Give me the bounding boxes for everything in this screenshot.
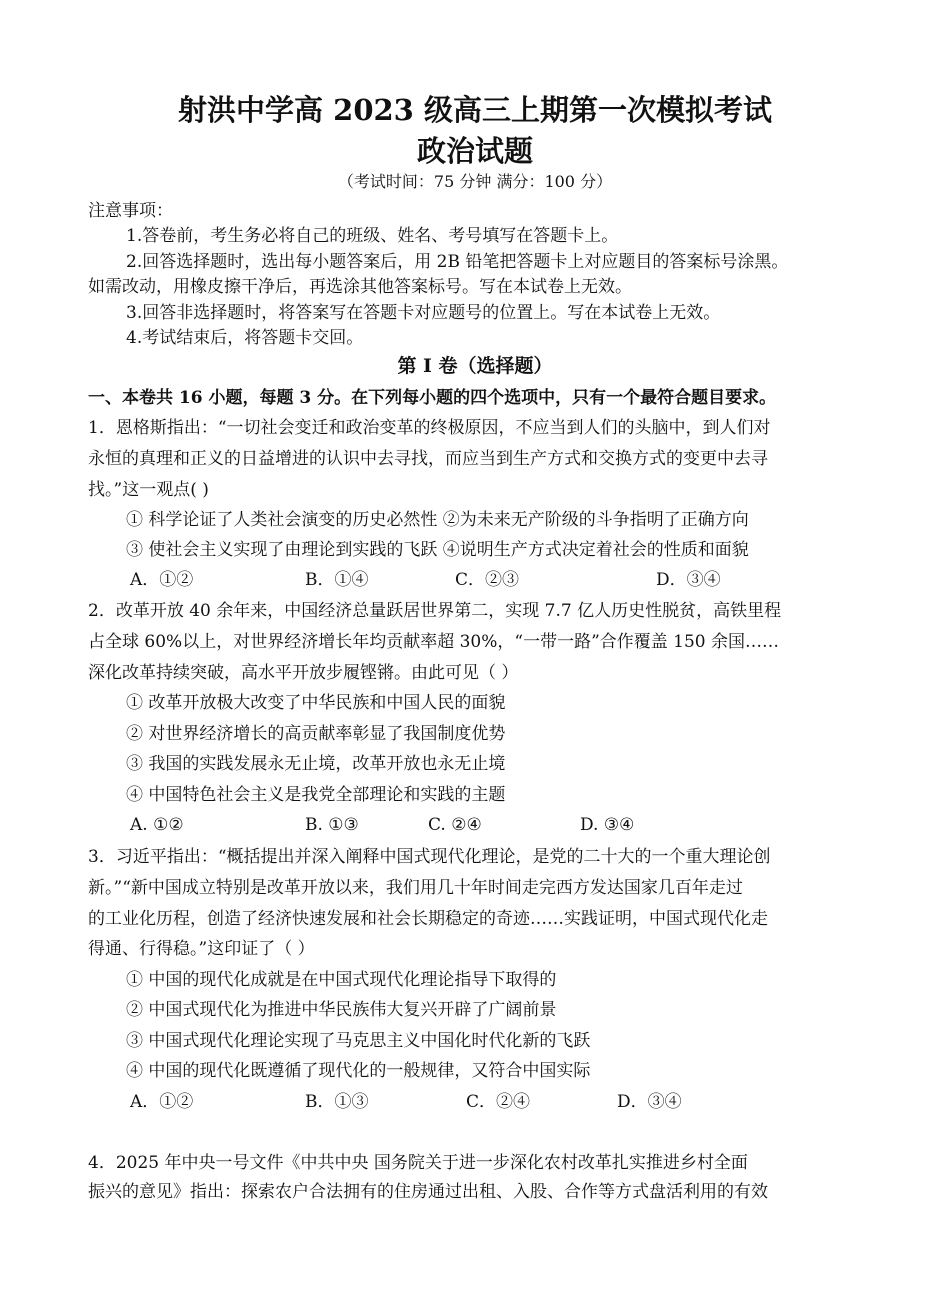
question-statement: ③ 我国的实践发展永无止境，改革开放也永无止境 [126,754,506,774]
question-statement: ① 中国的现代化成就是在中国式现代化理论指导下取得的 [126,970,557,990]
question-stem: 4．2025 年中央一号文件《中共中央 国务院关于进一步深化农村改革扎实推进乡村全面 [88,1153,748,1173]
option-d: D．③④ [617,1092,682,1112]
option-c: C．②③ [455,570,520,590]
option-b: B．①③ [305,1092,369,1112]
question-stem: 占全球 60%以上，对世界经济增长年均贡献率超 30%，“一带一路”合作覆盖 150 余国…… [88,632,780,652]
option-b: B．①④ [305,570,369,590]
option-d: D．③④ [656,570,721,590]
question-stem: 2．改革开放 40 余年来，中国经济总量跃居世界第二，实现 7.7 亿人历史性脱贫，高铁里程 [88,601,782,621]
exam-title: 射洪中学高 2023 级高三上期第一次模拟考试 [178,93,772,127]
option-a: A. ①② [130,815,184,835]
note-item: 4.考试结束后，将答题卡交回。 [126,328,364,348]
option-c: C. ②④ [428,815,482,835]
question-statement: ② 对世界经济增长的高贡献率彰显了我国制度优势 [126,724,506,744]
option-c: C．②④ [466,1092,531,1112]
question-stem: 永恒的真理和正义的日益增进的认识中去寻找，而应当到生产方式和交换方式的变更中去寻 [88,449,768,469]
question-statement: ① 改革开放极大改变了中华民族和中国人民的面貌 [126,693,506,713]
question-stem: 得通、行得稳。”这印证了（ ） [88,939,315,959]
note-item: 如需改动，用橡皮擦干净后，再选涂其他答案标号。写在本试卷上无效。 [88,277,632,297]
notes-heading: 注意事项： [88,201,173,221]
question-stem: 深化改革持续突破，高水平开放步履铿锵。由此可见（ ） [88,663,519,683]
question-stem: 3．习近平指出：“概括提出并深入阐释中国式现代化理论，是党的二十大的一个重大理论创 [88,847,771,867]
question-statement: ④ 中国特色社会主义是我党全部理论和实践的主题 [126,785,506,805]
subject-title: 政治试题 [416,134,533,168]
section-title: 第 I 卷（选择题） [397,355,553,377]
section-instruction: 一、本卷共 16 小题，每题 3 分。在下列每小题的四个选项中，只有一个最符合题目要求。 [88,388,777,408]
exam-info: （考试时间：75 分钟 满分：100 分） [337,172,613,191]
option-b: B. ①③ [305,815,359,835]
question-stem: 新。”“新中国成立特别是改革开放以来，我们用几十年时间走完西方发达国家几百年走过 [88,878,743,898]
question-statement: ③ 中国式现代化理论实现了马克思主义中国化时代化新的飞跃 [126,1031,591,1051]
question-statement: ② 中国式现代化为推进中华民族伟大复兴开辟了广阔前景 [126,1000,557,1020]
option-a: A．①② [130,570,194,590]
question-statement: ④ 中国的现代化既遵循了现代化的一般规律，又符合中国实际 [126,1061,591,1081]
question-statement: ③ 使社会主义实现了由理论到实践的飞跃 ④说明生产方式决定着社会的性质和面貌 [126,540,749,560]
note-item: 3.回答非选择题时，将答案写在答题卡对应题号的位置上。写在本试卷上无效。 [126,303,721,323]
note-item: 1.答卷前，考生务必将自己的班级、姓名、考号填写在答题卡上。 [126,226,619,246]
question-statement: ① 科学论证了人类社会演变的历史必然性 ②为未来无产阶级的斗争指明了正确方向 [126,510,749,530]
option-d: D. ③④ [580,815,635,835]
question-stem: 1．恩格斯指出：“一切社会变迁和政治变革的终极原因，不应当到人们的头脑中，到人们对 [88,418,771,438]
question-stem: 振兴的意见》指出：探索农户合法拥有的住房通过出租、入股、合作等方式盘活利用的有效 [88,1182,768,1202]
option-a: A．①② [130,1092,194,1112]
question-stem: 的工业化历程，创造了经济快速发展和社会长期稳定的奇迹……实践证明，中国式现代化走 [88,909,768,929]
note-item: 2.回答选择题时，选出每小题答案后，用 2B 铅笔把答题卡上对应题目的答案标号涂黑。 [126,252,789,272]
question-stem: 找。”这一观点( ) [88,480,209,500]
